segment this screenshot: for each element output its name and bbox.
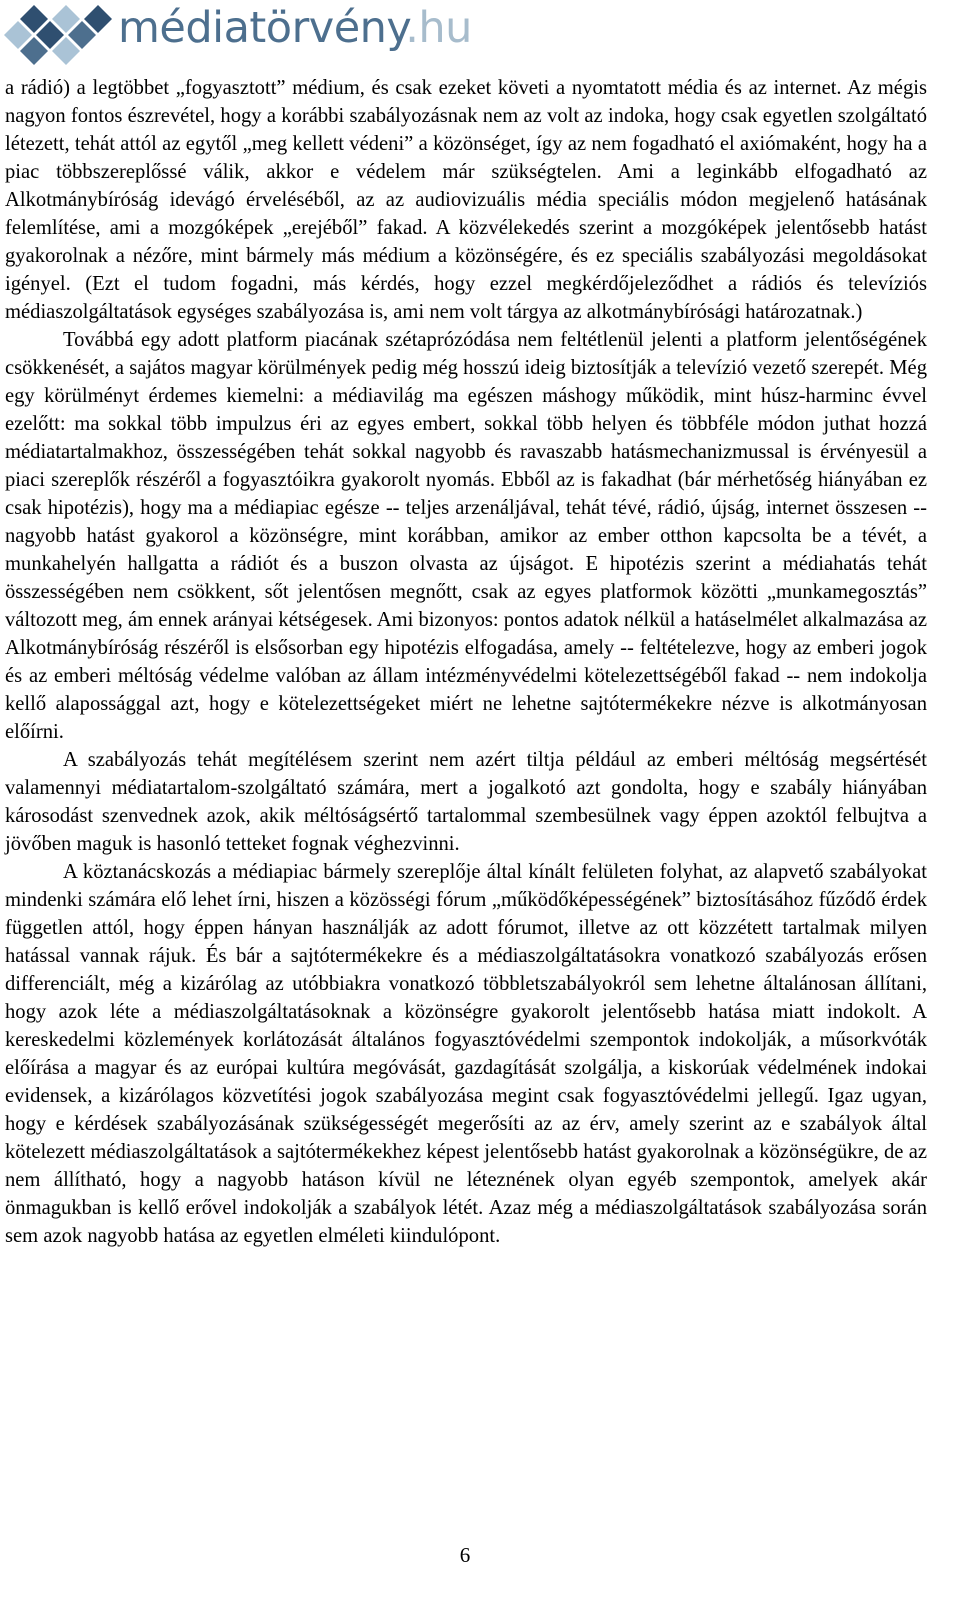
- logo-brand-text: médiatörvény: [118, 3, 406, 53]
- paragraph-4: A köztanácskozás a médiapiac bármely szereplője által kínált felületen folyhat, az alapvető szabályokat mindenki számára elő lehet írni, hiszen a közösségi fórum „működőképességének” biztosításához fűződő érdek független attól, hogy éppen hányan használják az adott fórumot, illetve az ott közzétett tartalmak milyen hatással vannak rájuk. És bár a sajtótermékekre és a médiaszolgáltatásokra vonatkozó szabályozás erősen differenciált, még a kizárólag az utóbbiakra vonatkozó többletszabályokról sem lehetne általánosan állítani, hogy azok léte a médiaszolgáltatásoknak a közönségre gyakorolt jelentősebb hatása miatt indokolt. A kereskedelmi közlemények korlátozását általános fogyasztóvédelmi szempontok indokolják, a műsorkvóták előírása a magyar és az európai kultúra megóvását, gazdagítását szolgálja, a kiskorúak védelmének indokai evidensek, a kizárólagos közvetítési jogok szabályozása megint csak fogyasztóvédelmi jellegű. Igaz ugyan, hogy e kérdések szabályozásának szükségességét megerősíti az az érv, amely szerint az e szabályok által kötelezett médiaszolgáltatások a sajtótermékekhez képest jelentősebb hatást gyakorolnak a közönségükre, de az nem állítható, hogy a nagyobb hatáson kívül ne léteznének olyan egyéb szempontok, amelyek akár önmagukban is kellő erővel indokolják a szabályok létét. Azaz még a médiaszolgáltatások szabályozása során sem azok nagyobb hatása az egyetlen elméleti kiindulópont.: [5, 861, 927, 1247]
- document-body: [5, 74, 927, 1250]
- page-header: [0, 0, 960, 72]
- paragraph-1: a rádió) a legtöbbet „fogyasztott” médium, és csak ezeket követi a nyomtatott média és az internet. Az mégis nagyon fontos észrevétel, hogy a korábbi szabályozásnak nem az volt az indoka, hogy csak egyetlen szolgáltató létezett, tehát attól az egytől „meg kellett védeni” a közönséget, így az nem fogadható el axiómaként, hogy ha a piac többszereplőssé válik, akkor e védelem már szükségtelen. Ami a leginkább elfogadható az Alkotmánybíróság idevágó érveléséből, az az audiovizuális média speciális módon megjelenő hatásának felemlítése, ami a mozgóképek „erejéből” fakad. A közvélekedés szerint a mozgóképek jelentősebb hatást gyakorolnak a nézőre, mint bármely más médium a közönségére, és ez speciális szabályozási megoldásokat igényel. (Ezt el tudom fogadni, más kérdés, hogy ezzel megkérdőjeleződhet a rádiós és televíziós médiaszolgáltatások egységes szabályozása is, ami nem volt tárgya az alkotmánybírósági határozatnak.): [5, 77, 927, 323]
- paragraph-3: A szabályozás tehát megítélésem szerint nem azért tiltja például az emberi méltóság megsértését valamennyi médiatartalom-szolgáltató számára, mert a jogalkotó azt gondolta, hogy e szabály hiányában károsodást szenvednek azok, akik méltóságsértő tartalommal szembesülnek vagy éppen azoktól felbujtva a jövőben maguk is hasonló tetteket fognak véghezvinni.: [5, 749, 927, 855]
- logo-wordmark[interactable]: [118, 2, 472, 54]
- paragraph-2: Továbbá egy adott platform piacának szétaprózódása nem feltétlenül jelenti a platform jelentőségének csökkenését, a sajátos magyar körülmények pedig még hosszú ideig biztosítják a televízió vezető szerepét. Még egy körülményt érdemes kiemelni: a médiavilág ma egészen máshogy működik, mint húsz-harminc évvel ezelőtt: ma sokkal több impulzus éri az egyes embert, sokkal több helyen és többféle módon juthat hozzá médiatartalmakhoz, összességében tehát sokkal nagyobb és ravaszabb hatásmechanizmussal is érvényesül a piaci szereplők részéről a fogyasztóikra gyakorolt nyomás. Ebből az is fakadhat (bár mérhetőség hiányában ez csak hipotézis), hogy ma a médiapiac egésze -- teljes arzenáljával, tehát tévé, rádió, újság, internet összesen -- nagyobb hatást gyakorol a közönségre, mint korábban, amikor az ember otthon kapcsolta be a tévét, a munkahelyén hallgatta a rádiót és a buszon olvasta az újságot. E hipotézis szerint a médiahatás tehát összességében nem csökkent, sőt jelentősen megnőtt, csak az egyes platformok közötti „munkamegosztás” változott meg, ám ennek arányai kétségesek. Ami bizonyos: pontos adatok nélkül a hatáselmélet alkalmazása az Alkotmánybíróság részéről is elsősorban egy hipotézis elfogadása, amely -- feltételezve, hogy az emberi jogok és az emberi méltóság védelme valóban az állam intézményvédelmi kötelezettségéből fakad -- nem indokolja kellő alapossággal azt, hogy e kötelezettségeket miért ne lehetne sajtótermékekre nézve is alkotmányosan előírni.: [5, 329, 927, 743]
- page-number: 6: [459, 1543, 471, 1567]
- logo-tld-text: .hu: [405, 3, 472, 53]
- mediatorveny-logo-mark-icon: [4, 4, 112, 66]
